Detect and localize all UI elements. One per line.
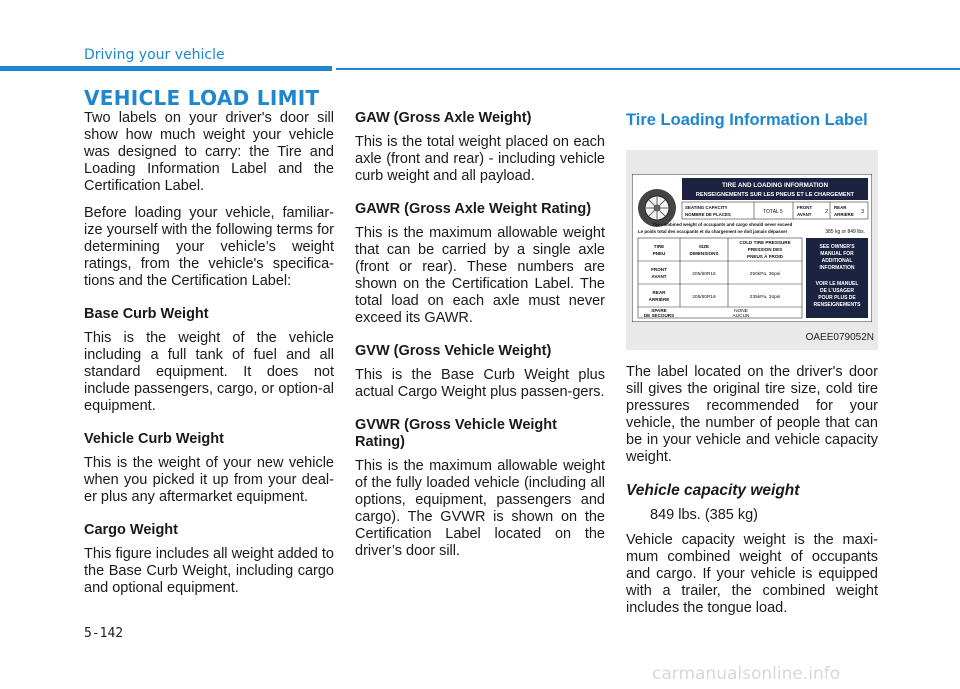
vehicle-capacity-text: Vehicle capacity weight is the maxi-mum combined weight of occupants and cargo. If your vehicle is equipped with a trailer, the combined weight includes the tongue load. (626, 532, 878, 616)
label-voir-4: RENSEIGNEMENTS (813, 302, 861, 308)
label-rear-pressure: 235kPa, 34psi (749, 295, 781, 300)
label-title-2: RENSEIGNEMENTS SUR LES PNEUS ET LE CHARGEMENT (695, 192, 855, 198)
label-see-4: INFORMATION (819, 265, 855, 271)
label-see-1: SEE OWNER'S (819, 244, 855, 250)
label-front-1: FRONT (797, 205, 813, 210)
label-voir-1: VOIR LE MANUEL (815, 281, 859, 287)
label-front-number: 2 (825, 209, 829, 215)
label-rear-2: ARRIÈRE (834, 212, 854, 217)
tire-label-text: The label located on the driver's door sill gives the original tire size, cold tire pressures recommended for your vehicle, the number of people that can be in your vehicle and vehicle capacity weight. (626, 364, 878, 465)
intro-paragraph-1: Two labels on your driver's door sill show how much weight your vehicle was designed to carry: the Tire and Loading Information Label and the Certification Label. (84, 110, 334, 194)
label-combined-1: The combined weight of occupants and cargo should never exceed (652, 222, 793, 227)
tire-label-figure (626, 150, 878, 350)
tire-label-illustration (632, 174, 872, 322)
label-col-pressure-2: PRESSION DES (747, 247, 783, 252)
vehicle-capacity-heading: Vehicle capacity weight (626, 482, 800, 499)
column-right (626, 110, 878, 627)
label-voir-3: POUR PLUS DE (818, 295, 856, 301)
cargo-weight-text: This figure includes all weight added to the Base Curb Weight, including cargo and optional equipment. (84, 546, 334, 596)
column-left (84, 110, 334, 607)
label-title-1: TIRE AND LOADING INFORMATION (722, 182, 828, 189)
gvwr-text: This is the maximum allowable weight of the fully loaded vehicle (including all options, equipment, passengers and cargo). The GVWR is shown on the Certification Label located on the driver’s door sill. (355, 458, 605, 559)
label-see-3: ADDITIONAL (821, 258, 853, 264)
label-col-tire-1: TIRE (653, 244, 665, 249)
label-front-pressure: 250kPa, 36psi (749, 272, 781, 277)
label-total: TOTAL 5 (763, 209, 783, 215)
label-front-2: AVANT (797, 212, 812, 217)
gaw-text: This is the total weight placed on each axle (front and rear) - including vehicle curb weight and all payload. (355, 134, 605, 184)
label-col-size-2: DIMENSIONS (689, 251, 719, 256)
vehicle-curb-weight-heading: Vehicle Curb Weight (84, 431, 224, 447)
gvw-heading: GVW (Gross Vehicle Weight) (355, 343, 552, 359)
vehicle-capacity-value: 849 lbs. (385 kg) (650, 507, 759, 523)
label-row-spare-1: SPARE (651, 308, 667, 313)
label-rear-1: REAR (834, 205, 847, 210)
label-row-rear-2: ARRIÈRE (648, 297, 670, 302)
label-col-pressure-1: COLD TIRE PRESSURE (739, 240, 791, 245)
label-row-spare-2: DE SECOURS (643, 313, 675, 318)
label-rear-size: 205/60R16 (692, 295, 716, 300)
gawr-text: This is the maximum allowable weight that can be carried by a single axle (front or rear). These numbers are shown on the Certification Label. The total load on each axle must never exceed its GAWR. (355, 225, 605, 326)
column-middle (355, 110, 605, 570)
watermark: carmanualsonline.info (652, 664, 841, 684)
label-weight: 385 kg or 849 lbs. (825, 229, 865, 235)
label-combined-2: Le poids total des occupants et du chargement ne doit jamais dépasser (638, 229, 788, 234)
label-spare-value-1: NONE (734, 309, 748, 314)
label-rear-number: 3 (861, 209, 865, 215)
header-rule-thick (0, 66, 332, 71)
gawr-heading: GAWR (Gross Axle Weight Rating) (355, 201, 592, 217)
page-title: VEHICLE LOAD LIMIT (84, 86, 320, 110)
vehicle-curb-weight-text: This is the weight of your new vehicle when you picked it up from your deal-er plus any aftermarket equipment. (84, 455, 334, 505)
label-seating-1: SEATING CAPACITY (685, 205, 728, 210)
label-row-front-2: AVANT (651, 274, 667, 279)
label-spare-value-2: AUCUN (732, 314, 750, 319)
header-rule-thin (336, 68, 960, 70)
gvwr-heading: GVWR (Gross Vehicle Weight Rating) (355, 417, 557, 450)
label-voir-2: DE L'USAGER (820, 288, 854, 294)
gvw-text: This is the Base Curb Weight plus actual Cargo Weight plus passen-gers. (355, 367, 605, 400)
figure-code: OAEE079052N (805, 332, 874, 343)
label-col-tire-2: PNEU (652, 251, 666, 256)
label-col-pressure-3: PNEUS À FROID (747, 254, 783, 259)
label-col-size-1: SIZE (698, 244, 710, 249)
base-curb-weight-text: This is the weight of the vehicle including a full tank of fuel and all standard equipment. It does not include passengers, cargo, or option-al equipment. (84, 330, 334, 414)
label-row-rear-1: REAR (652, 290, 666, 295)
cargo-weight-heading: Cargo Weight (84, 522, 178, 538)
label-row-front-1: FRONT (651, 267, 667, 272)
page-number: 5-142 (84, 626, 124, 641)
label-front-size: 205/60R16 (692, 272, 716, 277)
label-seating-2: NOMBRE DE PLACES (685, 212, 731, 217)
base-curb-weight-heading: Base Curb Weight (84, 306, 209, 322)
section-label: Driving your vehicle (84, 47, 225, 63)
label-see-2: MANUAL FOR (820, 251, 854, 257)
intro-paragraph-2: Before loading your vehicle, familiar-ize yourself with the following terms for determining your vehicle’s weight ratings, from the vehicle's specifica-tions and the Certification Label: (84, 205, 334, 289)
gaw-heading: GAW (Gross Axle Weight) (355, 110, 532, 126)
tire-label-heading: Tire Loading Information Label (626, 111, 868, 129)
